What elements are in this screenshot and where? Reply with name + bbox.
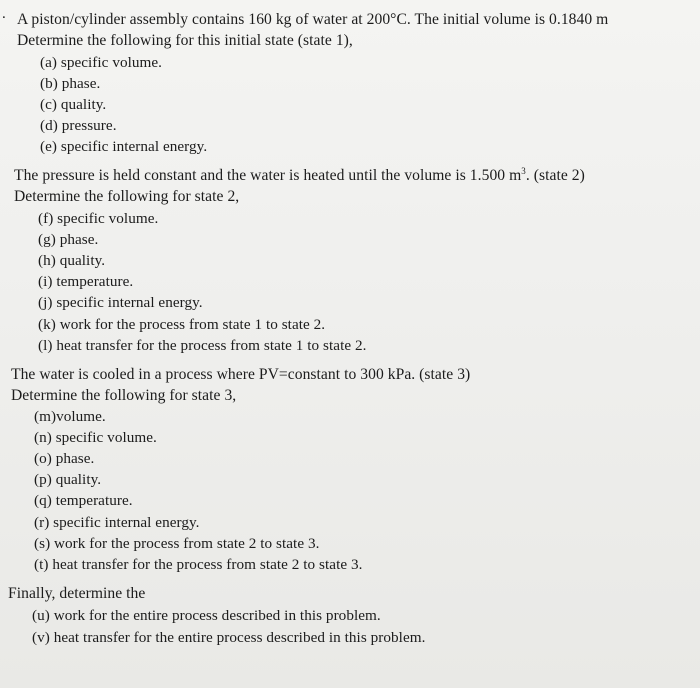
part3-item-q: (q) temperature. — [34, 492, 133, 509]
part1-intro-line2: Determine the following for this initial state (state 1), — [17, 32, 353, 49]
part4-item-v: (v) heat transfer for the entire process described in this problem. — [32, 629, 426, 646]
part2-intro-line2: Determine the following for state 2, — [14, 188, 240, 205]
part2-intro-text: The pressure is held constant and the water is heated until the volume is 1.500 m — [14, 167, 522, 184]
part4-intro-line1: Finally, determine the — [8, 585, 146, 602]
part1-item-c: (c) quality. — [40, 96, 107, 113]
part3-item-n: (n) specific volume. — [34, 429, 157, 446]
part2-intro-line1 — [14, 166, 585, 186]
part1-intro-line1: A piston/cylinder assembly contains 160 kg of water at 200°C. The initial volume is 0.1840 m — [17, 11, 609, 28]
part1-item-d: (d) pressure. — [40, 117, 117, 134]
part2-item-i: (i) temperature. — [38, 273, 134, 290]
part3-item-r: (r) specific internal energy. — [34, 514, 200, 531]
part2-item-k: (k) work for the process from state 1 to state 2. — [38, 316, 326, 333]
part3-item-p: (p) quality. — [34, 471, 102, 488]
superscript-three: 3 — [521, 165, 526, 176]
part3-item-o: (o) phase. — [34, 450, 95, 467]
bullet-mark: . — [2, 6, 6, 22]
part2-item-g: (g) phase. — [38, 231, 99, 248]
part1-item-e: (e) specific internal energy. — [40, 138, 208, 155]
part2-item-h: (h) quality. — [38, 252, 106, 269]
part3-item-t: (t) heat transfer for the process from state 2 to state 3. — [34, 556, 363, 573]
part3-intro-line1: The water is cooled in a process where PV=constant to 300 kPa. (state 3) — [11, 366, 471, 383]
part3-intro-line2: Determine the following for state 3, — [11, 387, 237, 404]
part3-item-m: (m)volume. — [34, 408, 106, 425]
part2-item-f: (f) specific volume. — [38, 210, 159, 227]
part3-item-s: (s) work for the process from state 2 to state 3. — [34, 535, 320, 552]
part2-item-j: (j) specific internal energy. — [38, 294, 203, 311]
part1-item-a: (a) specific volume. — [40, 54, 163, 71]
part1-item-b: (b) phase. — [40, 75, 101, 92]
part2-item-l: (l) heat transfer for the process from state 1 to state 2. — [38, 337, 367, 354]
part4-item-u: (u) work for the entire process described in this problem. — [32, 607, 381, 624]
part2-intro-state: . (state 2) — [525, 167, 585, 184]
